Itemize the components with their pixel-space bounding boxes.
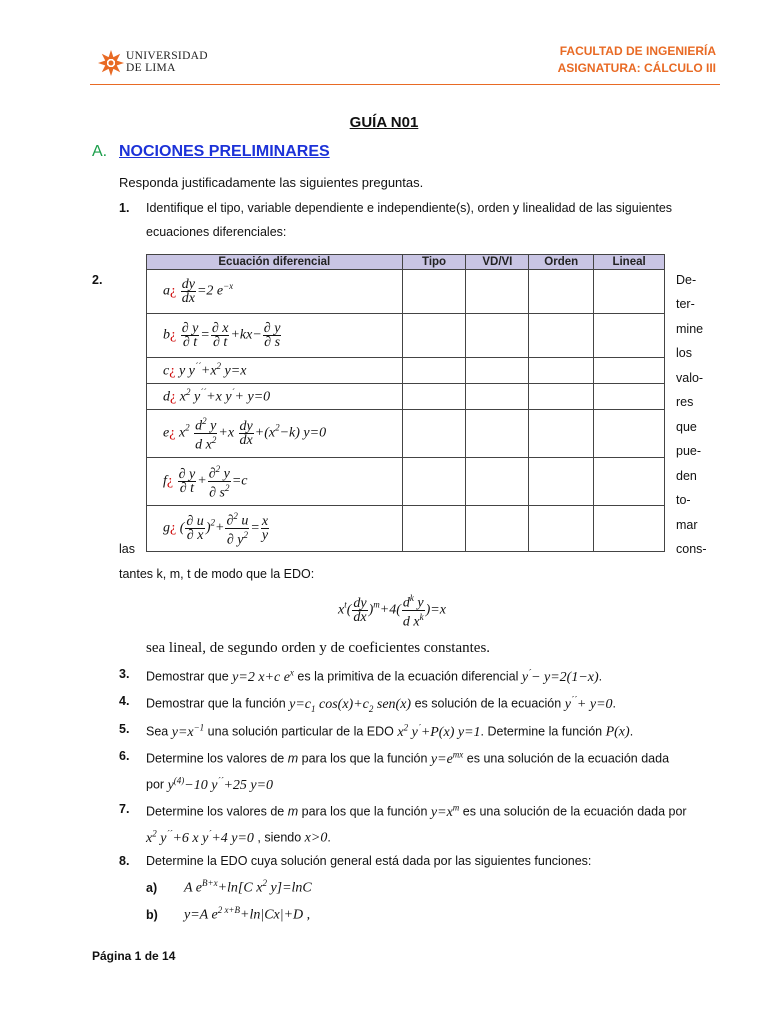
question-6-variable: m xyxy=(287,751,299,766)
question-8-number: 8. xyxy=(119,854,130,868)
equation-d: d¿ $x^2$ y´´+x y´+ y=0 xyxy=(147,384,403,410)
table-row xyxy=(147,270,665,314)
question-8-text: Determine la EDO cuya solución general está dada por las siguientes funciones: xyxy=(146,854,592,868)
faculty-name: FACULTAD DE INGENIERÍA xyxy=(559,44,716,58)
question-7-number: 7. xyxy=(119,802,130,816)
wrap-word: cons- xyxy=(676,542,707,556)
cell-order xyxy=(529,458,594,506)
cell-linear xyxy=(594,410,665,458)
table-row xyxy=(147,506,665,552)
question-4-number: 4. xyxy=(119,694,130,708)
question-3-number: 3. xyxy=(119,667,130,681)
cell-vd-vi xyxy=(466,384,529,410)
question-7-text-b: para los que la función xyxy=(301,804,428,819)
cell-order xyxy=(529,314,594,358)
table-row xyxy=(147,314,665,358)
question-2-equation: $x^t$( $\frac{dy}{dx}$ )$^m$+4( $\frac{d^k y}{d x^k}$ )=x xyxy=(338,593,446,630)
cell-linear xyxy=(594,270,665,314)
question-4-line: Demostrar que la función $y=c_1$ $\cos(x)+c_2$ sen(x) es solución de la ecuación y´´+ y=0. xyxy=(146,694,616,714)
cell-linear xyxy=(594,314,665,358)
equations-table xyxy=(146,254,665,552)
question-7-line1 xyxy=(146,802,687,821)
intro-text: Responda justificadamente las siguientes preguntas. xyxy=(119,175,424,190)
table-row xyxy=(147,358,665,384)
question-5-math-function: $y=x^{-1}$ xyxy=(171,722,205,740)
section-letter: A. xyxy=(92,143,108,160)
question-2-continuation: tantes k, m, t de modo que la EDO: xyxy=(119,567,315,581)
question-6-math-function: $y=e^{mx}$ xyxy=(430,749,464,767)
equation-a: a¿ $\frac{dy}{dx}$ =2 $e^{-x}$ xyxy=(147,270,403,314)
question-6-line1 xyxy=(146,749,669,768)
equation-b: b¿ $\frac{\partial y}{\partial t}$ = $\frac{\partial x}{\partial t}$ +kx− $\frac{\partial y}{\partial s}$ xyxy=(147,314,403,358)
question-8-item-a-label: a) xyxy=(146,881,158,895)
question-7-math-equation: $x^2$ y´´+6 x y´+4 y=0 xyxy=(146,828,254,846)
cell-type xyxy=(402,358,466,384)
university-name xyxy=(126,50,208,74)
cell-linear xyxy=(594,358,665,384)
question-2-tail: sea lineal, de segundo orden y de coeficientes constantes. xyxy=(146,640,491,656)
question-7-line2: $x^2$ y´´+6 x y´+4 y=0 , siendo x>0. xyxy=(146,828,331,846)
question-8-item-a-equation: A $e^{B+x}+\ln[C$ $x^2$ y]=lnC xyxy=(184,878,312,896)
cell-type xyxy=(402,384,466,410)
equation-g: g¿ ( $\frac{\partial u}{\partial x}$ )$^2$+ $\frac{\partial^2 u}{\partial y^2}$ = $\frac{x}{y}$ xyxy=(147,506,403,552)
question-7-variable: m xyxy=(287,804,299,819)
cell-linear xyxy=(594,458,665,506)
question-5-number: 5. xyxy=(119,722,130,736)
question-3-math-function: y=2 x+c $e^x$ xyxy=(232,667,294,685)
question-6-text-b: para los que la función xyxy=(301,751,428,766)
wrap-word: De- xyxy=(676,273,697,287)
cell-vd-vi xyxy=(466,314,529,358)
university-name-line1: UNIVERSIDAD xyxy=(126,50,208,62)
question-4-text-b: es solución de la ecuación xyxy=(414,696,562,711)
wrap-word: den xyxy=(676,469,697,483)
cell-type xyxy=(402,410,466,458)
cell-order xyxy=(529,384,594,410)
cell-linear xyxy=(594,506,665,552)
question-6-number: 6. xyxy=(119,749,130,763)
question-7-text-d: , siendo xyxy=(257,830,302,845)
equation-e: e¿ $x^2$ $\frac{d^2 y}{d x^2}$ +x $\frac{dy}{dx}$ $+(x^2-k)$ y=0 xyxy=(147,410,403,458)
cell-vd-vi xyxy=(466,270,529,314)
subject-name: ASIGNATURA: CÁLCULO III xyxy=(557,61,716,75)
equation-c: c¿ y $y^{´´}+x^2$ y=x xyxy=(147,358,403,384)
question-5-math-equation: $x^2$ y´+P(x) y=1 xyxy=(397,722,481,740)
page-footer: Página 1 de 14 xyxy=(92,949,176,963)
question-1-line1: Identifique el tipo, variable dependiente e independiente(s), orden y linealidad de las siguientes xyxy=(146,201,673,215)
table-row xyxy=(147,384,665,410)
cell-vd-vi xyxy=(466,410,529,458)
column-header-equation: Ecuación diferencial xyxy=(147,255,403,270)
question-4-math-equation: y´´+ y=0 xyxy=(564,694,613,712)
question-8-item-b-equation: y=A $e^{2 x+B}+\ln|Cx|+D$ , xyxy=(184,905,311,923)
wrap-word: res xyxy=(676,395,694,409)
wrap-word: pue- xyxy=(676,444,702,458)
question-5-math-target: P(x) xyxy=(605,724,630,740)
cell-order xyxy=(529,506,594,552)
equation-f: f¿ $\frac{\partial y}{\partial t}$ + $\frac{\partial^2 y}{\partial s^2}$ =c xyxy=(147,458,403,506)
question-8-item-b-label: b) xyxy=(146,908,158,922)
question-4-math-function: $y=c_1$ $\cos(x)+c_2$ sen(x) xyxy=(289,696,412,714)
university-logo-icon xyxy=(96,48,126,78)
column-header-type: Tipo xyxy=(402,255,466,270)
cell-order xyxy=(529,410,594,458)
page-title: GUÍA N01 xyxy=(349,114,419,131)
question-3-text-a: Demostrar que xyxy=(146,669,229,684)
question-6-line2 xyxy=(146,775,273,794)
wrap-word: to- xyxy=(676,493,691,507)
cell-order xyxy=(529,358,594,384)
question-3-math-equation: y´− y=2(1−x) xyxy=(521,667,599,685)
question-4-text-a: Demostrar que la función xyxy=(146,696,286,711)
cell-order xyxy=(529,270,594,314)
question-5-text-c: . Determine la función xyxy=(480,724,603,739)
wrap-word: los xyxy=(676,346,692,360)
header-divider xyxy=(90,84,720,85)
question-1-number: 1. xyxy=(119,201,130,215)
cell-type xyxy=(402,458,466,506)
table-row xyxy=(147,458,665,506)
table-row xyxy=(147,410,665,458)
wrap-word: mine xyxy=(676,322,704,336)
cell-vd-vi xyxy=(466,458,529,506)
cell-type xyxy=(402,270,466,314)
university-name-line2: DE LIMA xyxy=(126,62,176,74)
section-title: NOCIONES PRELIMINARES xyxy=(119,143,330,160)
question-3-line: Demostrar que y=2 x+c $e^x$ es la primitiva de la ecuación diferencial y´− y=2(1−x). xyxy=(146,667,603,685)
question-2-number: 2. xyxy=(92,273,103,287)
wrap-word: mar xyxy=(676,518,698,532)
column-header-linear: Lineal xyxy=(594,255,665,270)
wrap-word: que xyxy=(676,420,697,434)
question-6-text-d: por xyxy=(146,777,165,792)
question-5-text-b: una solución particular de la EDO xyxy=(207,724,394,739)
question-6-text-a: Determine los valores de xyxy=(146,751,285,766)
question-5-text-a: Sea xyxy=(146,724,169,739)
cell-type xyxy=(402,314,466,358)
cell-type xyxy=(402,506,466,552)
cell-vd-vi xyxy=(466,358,529,384)
question-3-text-b: es la primitiva de la ecuación diferencial xyxy=(297,669,519,684)
question-7-text-a: Determine los valores de xyxy=(146,804,285,819)
cell-vd-vi xyxy=(466,506,529,552)
question-7-math-condition: x>0 xyxy=(304,830,328,846)
question-1-line2: ecuaciones diferenciales: xyxy=(146,225,287,239)
question-6-text-c: es una solución de la ecuación dada xyxy=(466,751,670,766)
column-header-vd-vi: VD/VI xyxy=(466,255,529,270)
wrap-word: ter- xyxy=(676,297,695,311)
header-faculty-block xyxy=(558,43,716,77)
question-5-line: Sea $y=x^{-1}$ una solución particular de la EDO $x^2$ y´+P(x) y=1. Determine la función P(x). xyxy=(146,722,634,740)
question-2-left-word: las xyxy=(119,542,135,556)
cell-linear xyxy=(594,384,665,410)
question-7-text-c: es una solución de la ecuación dada por xyxy=(462,804,687,819)
table-header-row xyxy=(147,255,665,270)
question-7-math-function: $y=x^m$ xyxy=(430,802,460,820)
wrap-word: valo- xyxy=(676,371,704,385)
question-6-math-equation: $y^{(4)}-10$ y´´+25 y=0 xyxy=(167,775,274,793)
column-header-order: Orden xyxy=(529,255,594,270)
